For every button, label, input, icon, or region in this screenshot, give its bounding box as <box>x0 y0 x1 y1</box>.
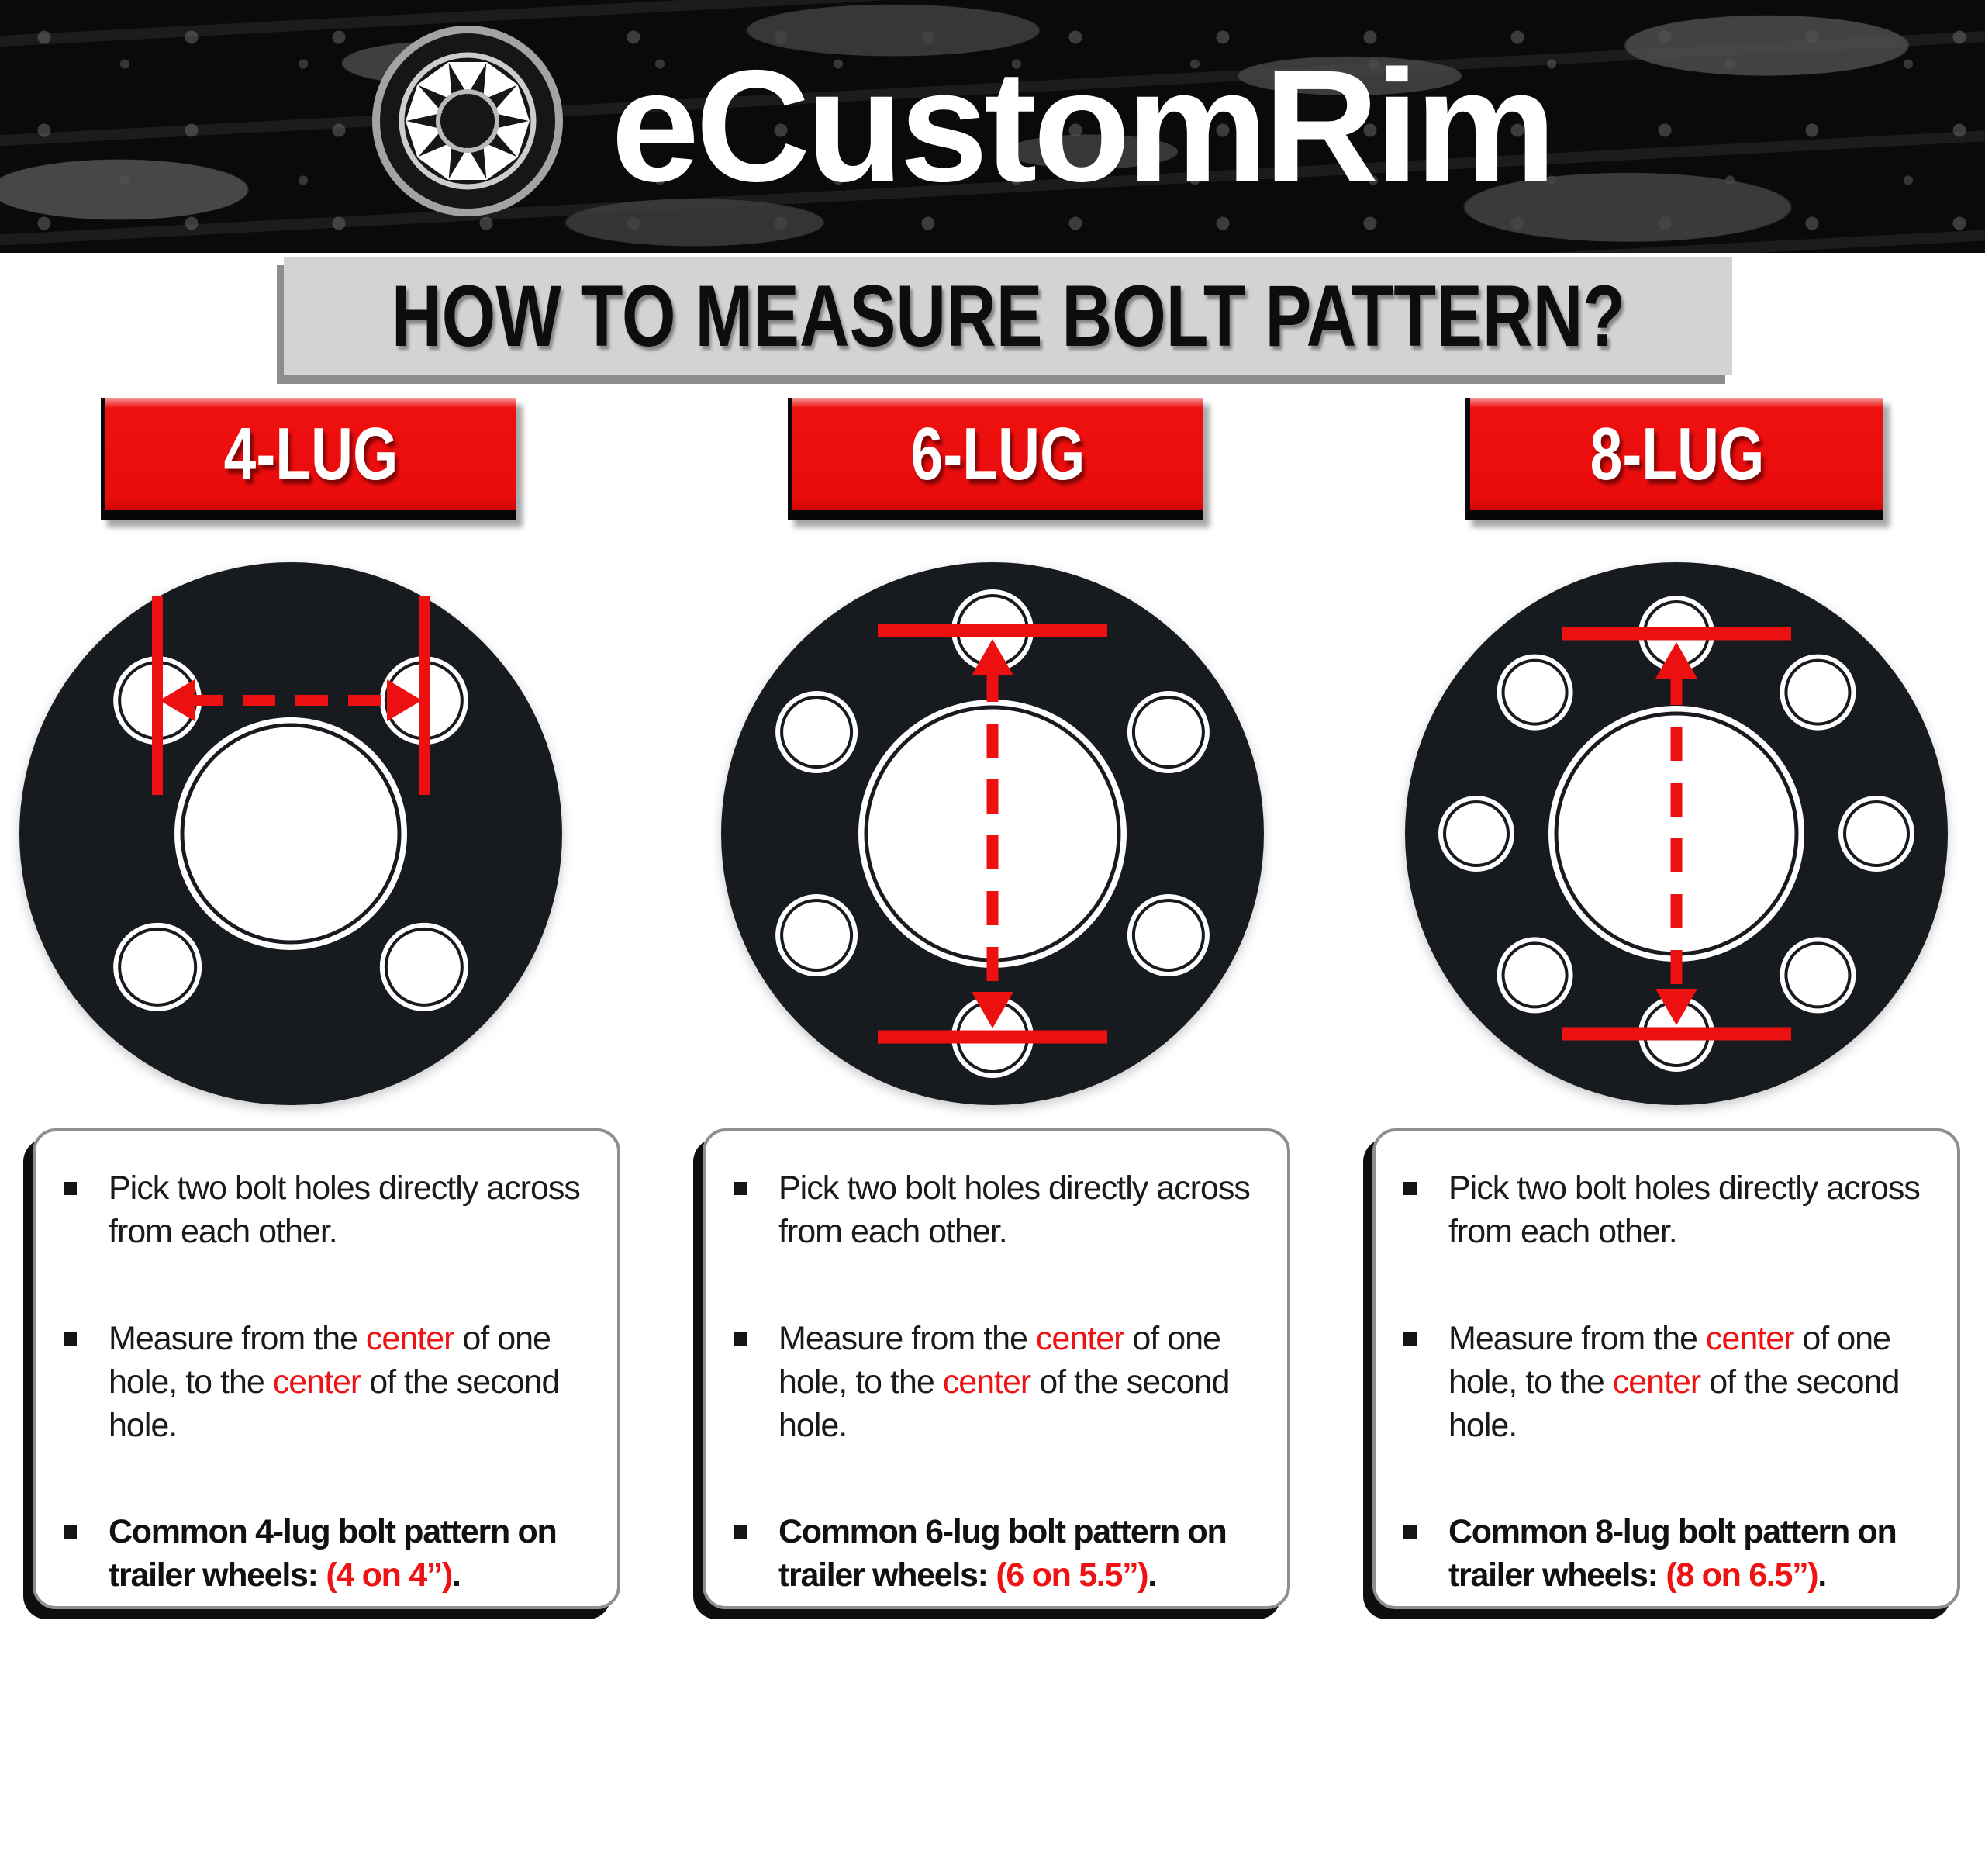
bullet-common-pattern <box>64 1511 597 1598</box>
bolt-hole <box>1497 655 1573 731</box>
bullet-square-icon <box>64 1525 77 1539</box>
bullet-square-icon <box>1403 1525 1417 1539</box>
bolt-hole <box>1497 937 1573 1013</box>
lug-label-8-text: 8-LUG <box>1590 412 1764 496</box>
bullet-square-icon <box>64 1182 77 1195</box>
center-highlight: center <box>1035 1319 1124 1357</box>
lug-label-4-text: 4-LUG <box>223 412 399 496</box>
lug-label-4 <box>101 398 516 520</box>
bolt-hole <box>775 691 858 773</box>
bullet-pick-text: Pick two bolt holes directly across from each other. <box>109 1169 580 1250</box>
bullet-measure <box>1403 1318 1937 1448</box>
bolt-hole <box>1127 691 1210 773</box>
title-bar <box>284 257 1732 375</box>
bullet-measure <box>734 1318 1267 1448</box>
bullet-pick-text: Pick two bolt holes directly across from each other. <box>1448 1169 1920 1250</box>
bullet-square-icon <box>734 1525 747 1539</box>
center-highlight: center <box>942 1363 1031 1401</box>
brand-name: eCustomRim <box>611 37 1553 215</box>
pattern-value: (8 on 6.5”) <box>1666 1556 1818 1594</box>
wheel-logo-icon <box>367 20 568 222</box>
lug-label-8 <box>1465 398 1883 520</box>
wheel-diagram-8-lug <box>1390 531 1963 1136</box>
bullet-common-text: Common 4-lug bolt pattern on trailer wheels: (4 on 4”). <box>109 1513 557 1594</box>
bullet-common-text: Common 8-lug bolt pattern on trailer wheels: (8 on 6.5”). <box>1448 1513 1897 1594</box>
center-highlight: center <box>1612 1363 1701 1401</box>
pattern-value: (4 on 4”) <box>326 1556 453 1594</box>
lug-label-6 <box>788 398 1203 520</box>
bullet-common-text: Common 6-lug bolt pattern on trailer wheels: (6 on 5.5”). <box>778 1513 1227 1594</box>
bullet-common-pattern <box>734 1511 1267 1598</box>
bolt-hole <box>1438 796 1514 872</box>
page-title: HOW TO MEASURE BOLT PATTERN? <box>391 268 1625 364</box>
bolt-hole <box>775 894 858 976</box>
bolt-hole <box>113 923 202 1011</box>
bolt-hole <box>1127 894 1210 976</box>
bullet-common-pattern <box>1403 1511 1937 1598</box>
bullet-measure-text: Measure from the center of one hole, to the center of the second hole. <box>1448 1319 1900 1444</box>
lug-label-6-text: 6-LUG <box>910 412 1086 496</box>
bullet-square-icon <box>64 1332 77 1346</box>
bullet-square-icon <box>734 1332 747 1346</box>
bullet-square-icon <box>1403 1332 1417 1346</box>
bullet-pick-holes <box>64 1167 597 1254</box>
instructions-box-6-lug <box>703 1128 1290 1609</box>
bullet-pick-holes <box>734 1167 1267 1254</box>
center-highlight: center <box>272 1363 361 1401</box>
bolt-hole <box>1838 796 1914 872</box>
bullet-pick-text: Pick two bolt holes directly across from each other. <box>778 1169 1250 1250</box>
bullet-measure <box>64 1318 597 1448</box>
center-highlight: center <box>365 1319 454 1357</box>
center-bore <box>174 717 407 950</box>
instructions-box-8-lug <box>1372 1128 1960 1609</box>
bolt-hole <box>1780 655 1856 731</box>
bullet-measure-text: Measure from the center of one hole, to the center of the second hole. <box>778 1319 1230 1444</box>
wheel-diagram-4-lug <box>4 531 578 1136</box>
bolt-hole <box>380 923 468 1011</box>
header-banner <box>0 0 1985 253</box>
bolt-hole <box>1780 937 1856 1013</box>
bullet-measure-text: Measure from the center of one hole, to the center of the second hole. <box>109 1319 560 1444</box>
wheel-diagram-6-lug <box>706 531 1279 1136</box>
instructions-box-4-lug <box>33 1128 620 1609</box>
bullet-pick-holes <box>1403 1167 1937 1254</box>
center-highlight: center <box>1705 1319 1794 1357</box>
pattern-value: (6 on 5.5”) <box>996 1556 1148 1594</box>
bullet-square-icon <box>734 1182 747 1195</box>
bullet-square-icon <box>1403 1182 1417 1195</box>
